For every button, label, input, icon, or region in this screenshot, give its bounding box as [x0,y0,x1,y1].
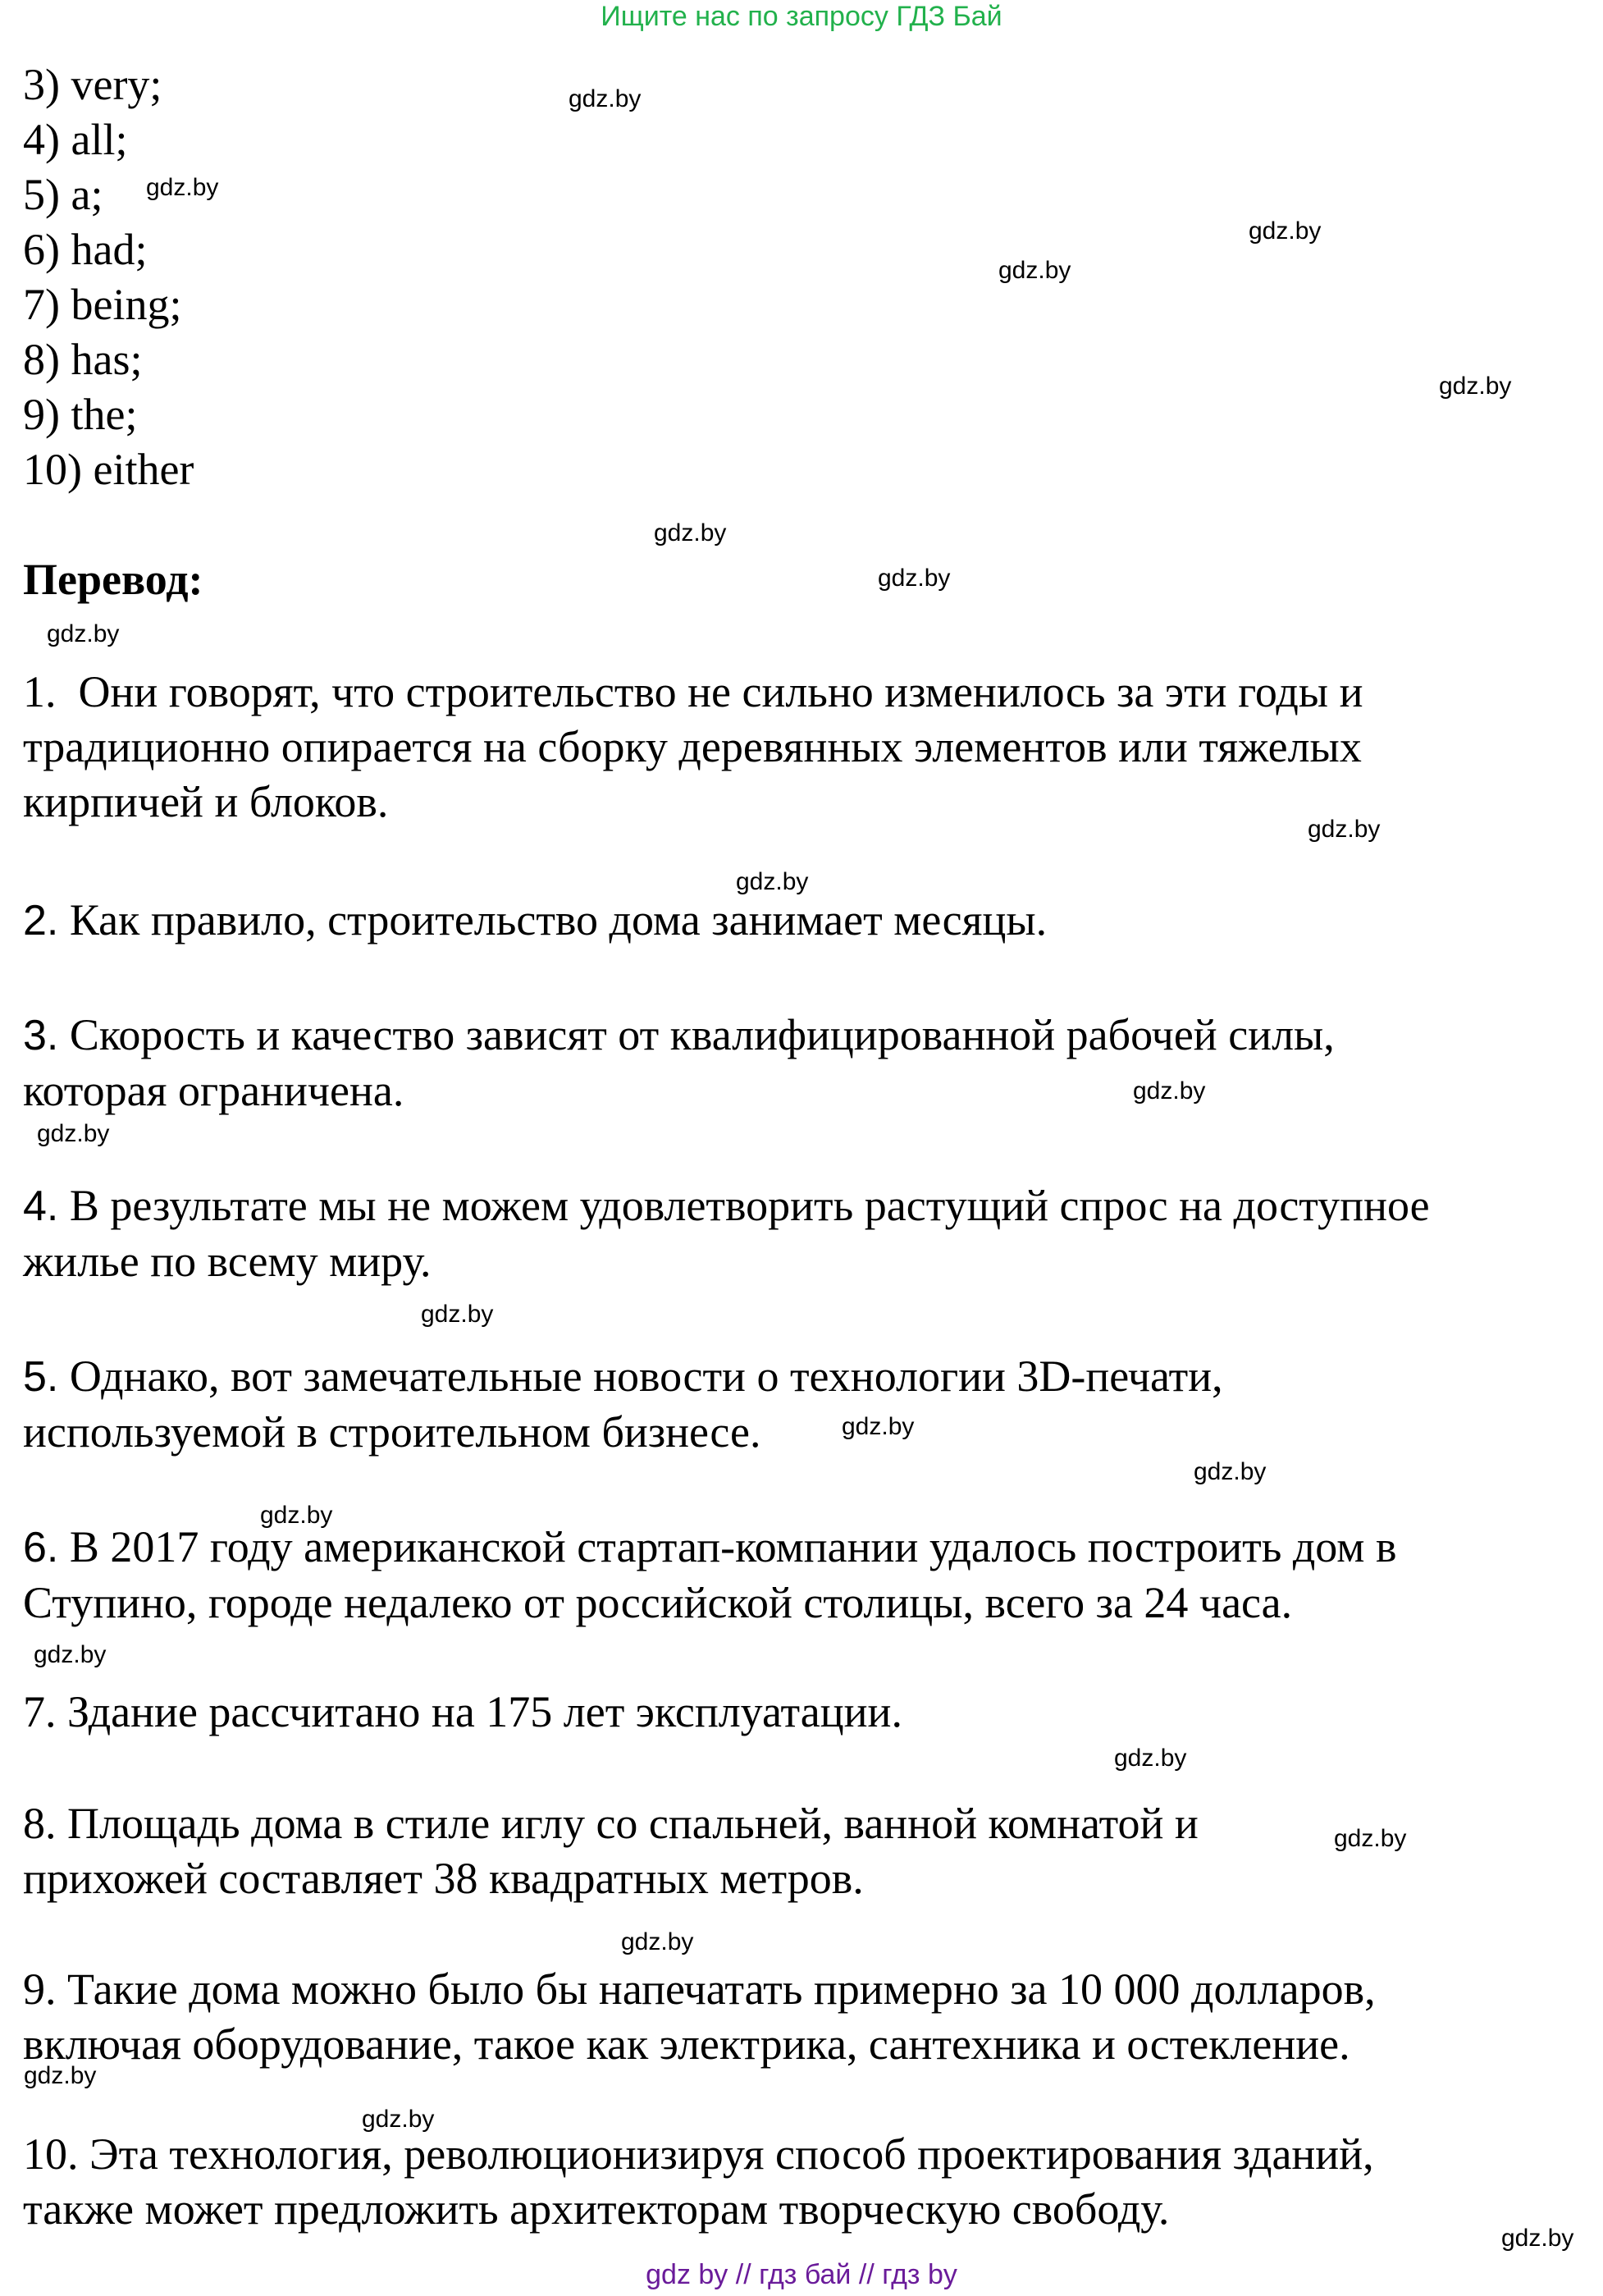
paragraph-line: прихожей составляет 38 квадратных метров. [23,1854,864,1903]
item-text: Площадь дома в стиле иглу со спальней, ванной комнатой и [67,1799,1199,1848]
translation-item-2 [23,893,1582,949]
watermark: gdz.by [736,868,809,895]
watermark: gdz.by [878,565,951,592]
item-number: 2. [23,897,59,944]
translation-heading: Перевод: [23,555,203,604]
answer-item: 10) either [23,445,194,494]
watermark: gdz.by [362,2106,435,2133]
item-number: 5. [23,1353,59,1401]
item-number: 6. [23,1524,59,1571]
watermark: gdz.by [998,257,1071,284]
answer-list [23,57,194,497]
watermark: gdz.by [1334,1825,1407,1852]
translation-item-4 [23,1178,1582,1289]
watermark: gdz.by [1133,1077,1206,1105]
answer-item: 4) all; [23,115,128,164]
watermark: gdz.by [1308,816,1381,843]
item-text: Однако, вот замечательные новости о технологии 3D-печати, [69,1352,1223,1401]
item-number: 10. [23,2129,79,2179]
item-number: 4. [23,1182,59,1230]
item-number: 7. [23,1687,57,1736]
footer-links[interactable]: gdz by // гдз бай // гдз by [646,2259,957,2290]
item-text: В 2017 году американской стартап-компании удалось построить дом в [69,1522,1397,1571]
translation-item-3 [23,1008,1582,1118]
watermark: gdz.by [1194,1458,1267,1485]
translation-item-9 [23,1962,1582,2072]
item-text: Эта технология, революционизируя способ проектирования зданий, [89,2129,1374,2179]
item-text: Как правило, строительство дома занимает месяцы. [69,895,1048,944]
answer-item: 6) had; [23,225,148,274]
item-text: Они говорят, что строительство не сильно изменилось за эти годы и [78,667,1363,716]
item-number: 9. [23,1964,57,2014]
watermark: gdz.by [421,1301,494,1328]
watermark: gdz.by [260,1502,333,1529]
paragraph-line: включая оборудование, такое как электрика, сантехника и остекление. [23,2019,1350,2069]
watermark: gdz.by [569,85,642,112]
answer-item: 3) very; [23,60,162,109]
item-text: Такие дома можно было бы напечатать примерно за 10 000 долларов, [67,1964,1376,2014]
watermark: gdz.by [1501,2225,1574,2252]
answer-item: 7) being; [23,280,182,329]
item-number: 1. [23,667,57,716]
watermark: gdz.by [146,174,219,201]
item-number: 8. [23,1799,57,1848]
watermark: gdz.by [24,2062,97,2089]
watermark: gdz.by [621,1928,694,1955]
watermark: gdz.by [654,519,727,547]
watermark: gdz.by [842,1413,915,1440]
translation-item-6 [23,1520,1582,1631]
paragraph-line: которая ограничена. [23,1066,404,1115]
paragraph-line [23,665,1582,720]
translation-item-1 [23,665,1582,830]
paragraph-line [23,893,1582,949]
paragraph-line [23,1685,1582,1740]
paragraph-line: кирпичей и блоков. [23,777,389,826]
translation-item-10 [23,2127,1582,2237]
watermark: gdz.by [34,1641,107,1668]
paragraph-line [23,1008,1582,1063]
paragraph-line [23,1349,1582,1405]
watermark: gdz.by [1439,373,1512,400]
paragraph-line: жилье по всему миру. [23,1237,432,1286]
paragraph-line [23,2127,1582,2182]
item-text: Скорость и качество зависят от квалифицированной рабочей силы, [69,1010,1335,1059]
top-banner[interactable]: Ищите нас по запросу ГДЗ Бай [601,1,1002,32]
paragraph-line [23,1520,1582,1576]
watermark: gdz.by [37,1120,110,1147]
paragraph-line: также может предложить архитекторам творческую свободу. [23,2184,1170,2234]
answer-item: 9) the; [23,390,138,439]
watermark: gdz.by [1114,1745,1187,1772]
answer-item: 8) has; [23,335,143,384]
translation-item-7 [23,1685,1582,1740]
item-text: Здание рассчитано на 175 лет эксплуатации. [67,1687,902,1736]
item-text: В результате мы не можем удовлетворить растущий спрос на доступное [69,1181,1430,1230]
paragraph-line: Ступино, городе недалеко от российской столицы, всего за 24 часа. [23,1578,1293,1627]
paragraph-line [23,1178,1582,1234]
watermark: gdz.by [1249,217,1322,245]
item-number: 3. [23,1012,59,1059]
paragraph-line: традиционно опирается на сборку деревянных элементов или тяжелых [23,722,1362,771]
paragraph-line: используемой в строительном бизнесе. [23,1407,761,1457]
translation-item-5 [23,1349,1582,1460]
answer-item: 5) a; [23,170,103,219]
paragraph-line [23,1962,1582,2017]
watermark: gdz.by [47,620,120,647]
